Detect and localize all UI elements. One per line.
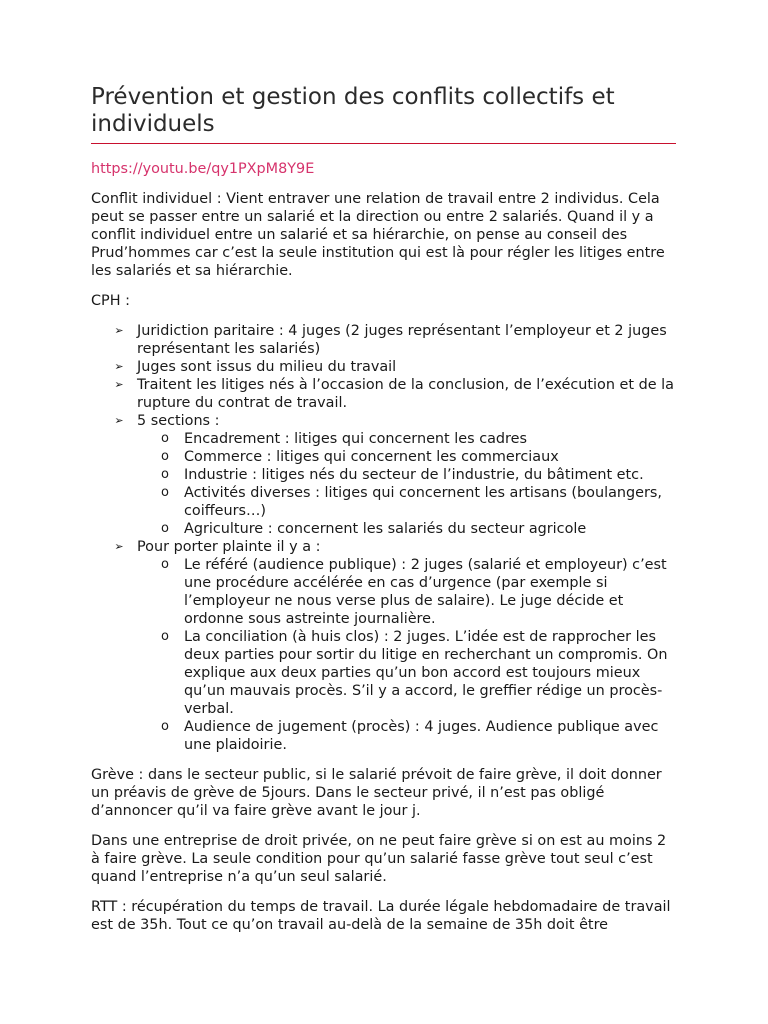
list-item: [91, 412, 676, 538]
sublist-item: [137, 628, 676, 718]
list-item: [91, 358, 676, 376]
sublist-item-text: Activités diverses : litiges qui concernent les artisans (boulangers, coiffeurs…): [184, 485, 662, 519]
sublist-item-text: Le référé (audience publique) : 2 juges (salarié et employeur) c’est une procédure accélérée en cas d’urgence (par exemple si l’employeur ne nous verse plus de salaire). Le juge décide et ordonne sous astreinte journalière.: [184, 557, 667, 627]
sublist-item-text: Audience de jugement (procès) : 4 juges. Audience publique avec une plaidoirie.: [184, 719, 659, 753]
sublist-item: [137, 520, 676, 538]
circle-bullet-icon: o: [161, 557, 169, 572]
paragraph-rtt: RTT : récupération du temps de travail. La durée légale hebdomadaire de travail est de 35h. Tout ce qu’on travail au-delà de la semaine de 35h doit être: [91, 899, 671, 933]
list-item: [91, 322, 676, 358]
arrow-bullet-icon: ➢: [114, 324, 124, 337]
sublist-item: [137, 718, 676, 754]
cph-bullet-list: [91, 322, 676, 754]
list-item-text: Pour porter plainte il y a :: [137, 539, 321, 555]
arrow-bullet-icon: ➢: [114, 360, 124, 373]
list-item-text: Traitent les litiges nés à l’occasion de la conclusion, de l’exécution et de la rupture du contrat de travail.: [137, 377, 674, 411]
arrow-bullet-icon: ➢: [114, 414, 124, 427]
list-item-text: Juridiction paritaire : 4 juges (2 juges représentant l’employeur et 2 juges représentant les salariés): [137, 323, 667, 357]
list-item: [91, 538, 676, 754]
arrow-bullet-icon: ➢: [114, 540, 124, 553]
sublist-item: [137, 430, 676, 448]
plainte-sublist: [137, 556, 676, 754]
circle-bullet-icon: o: [161, 719, 169, 734]
sublist-item: [137, 448, 676, 466]
sublist-item: [137, 484, 676, 520]
sublist-item-text: Encadrement : litiges qui concernent les cadres: [184, 431, 528, 447]
paragraph-conflit-individuel: Conflit individuel : Vient entraver une relation de travail entre 2 individus. Cela peut se passer entre un salarié et la direction ou entre 2 salariés. Quand il y a conflit individuel entre un salarié et sa hiérarchie, on pense au conseil des Prud’hommes car c’est la seule institution qui est là pour régler les litiges entre les salariés et sa hiérarchie.: [91, 191, 665, 279]
circle-bullet-icon: o: [161, 449, 169, 464]
sublist-item-text: Agriculture : concernent les salariés du secteur agricole: [184, 521, 587, 537]
sections-sublist: [137, 430, 676, 538]
sublist-item-text: Industrie : litiges nés du secteur de l’industrie, du bâtiment etc.: [184, 467, 644, 483]
circle-bullet-icon: o: [161, 629, 169, 644]
sublist-item-text: Commerce : litiges qui concernent les commerciaux: [184, 449, 559, 465]
youtube-link[interactable]: https://youtu.be/qy1PXpM8Y9E: [91, 161, 315, 177]
sublist-item: [137, 556, 676, 628]
circle-bullet-icon: o: [161, 485, 169, 500]
list-item-text: 5 sections :: [137, 413, 220, 429]
circle-bullet-icon: o: [161, 431, 169, 446]
paragraph-cph: CPH :: [91, 293, 130, 309]
sublist-item-text: La conciliation (à huis clos) : 2 juges. L’idée est de rapprocher les deux parties pour sortir du litige en recherchant un compromis. On explique aux deux parties qu’un bon accord est toujours mieux qu’un mauvais procès. S’il y a accord, le greffier rédige un procès-verbal.: [184, 629, 668, 717]
list-item: [91, 376, 676, 412]
arrow-bullet-icon: ➢: [114, 378, 124, 391]
circle-bullet-icon: o: [161, 521, 169, 536]
paragraph-droit-prive: Dans une entreprise de droit privée, on ne peut faire grève si on est au moins 2 à faire grève. La seule condition pour qu’un salarié fasse grève tout seul c’est quand l’entreprise n’a qu’un seul salarié.: [91, 833, 667, 885]
document-content: [91, 84, 676, 934]
document-title: Prévention et gestion des conflits collectifs et individuels: [91, 84, 676, 144]
list-item-text: Juges sont issus du milieu du travail: [137, 359, 397, 375]
sublist-item: [137, 466, 676, 484]
paragraph-greve: Grève : dans le secteur public, si le salarié prévoit de faire grève, il doit donner un préavis de grève de 5jours. Dans le secteur privé, il n’est pas obligé d’annoncer qu’il va faire grève avant le jour j.: [91, 767, 662, 819]
circle-bullet-icon: o: [161, 467, 169, 482]
